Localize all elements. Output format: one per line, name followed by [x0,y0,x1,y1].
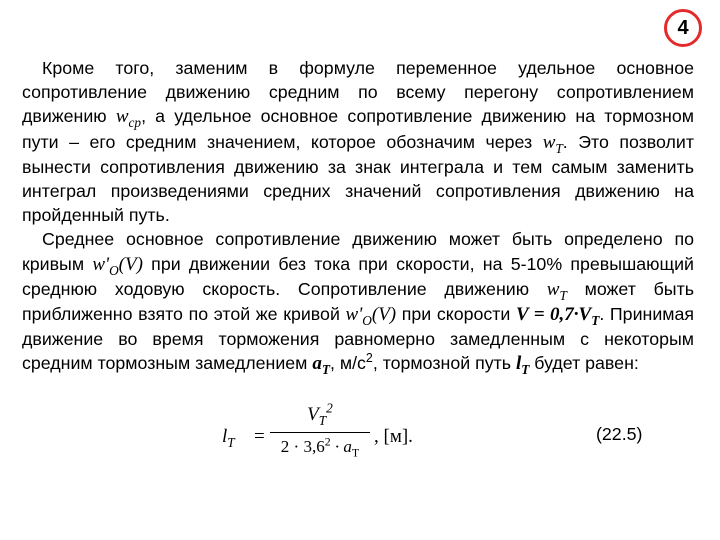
l-t-symbol: $l_Т$ [515,353,530,378]
w0-symbol: $w'_O(V)$ [92,253,143,278]
formula-lhs: $l_T$ [222,426,235,450]
p2-text-2: при движении без тока при скорости, на 5-10% превышающий среднюю ходовую скорость. Сопротивление движению [22,253,694,299]
w-sr-symbol: $w_{ср}$ [115,106,142,131]
p2-text-3: может быть приближенно взято по этой же кривой [22,278,694,325]
formula-numerator: $V_T^2$ [307,400,333,428]
paragraph-1 [22,56,694,227]
p2-text-4: при скорости [396,304,516,325]
p1-text-2: , а удельное основное сопротивление движению на тормозном пути – его средним значением, которое обозначим через [22,106,694,152]
w-t-symbol: $w_Т$ [542,131,563,156]
slide-number-badge: 4 [664,9,702,47]
p2-text-7: будет равен: [529,353,639,374]
equation-number: (22.5) [596,424,643,444]
a-t-symbol: $a_Т$ [312,353,330,378]
paragraph-2 [22,227,694,376]
p2-text-1: Среднее основное сопротивление движению может быть определено по кривым [22,229,694,274]
speed-expression: $V = 0,7\cdot V_Т$ [515,304,600,328]
w-t-symbol-2: $w_Т$ [546,278,567,303]
formula-unit: , [м]. [374,426,413,447]
unit-text: , $м/с^2$ [329,351,373,374]
p1-text-3: . Это позволит вынести сопротивления движению за знак интеграла и тем самым заменить интеграл произведениями средних значений сопротивления движению на пройденный путь. [22,131,695,226]
formula-fraction [270,400,370,460]
body-text [22,56,694,377]
p2-text-5: . Принимая движение во время торможения равномерно замедленным с некоторым средним тормозным замедлением [22,304,694,374]
w0-symbol-2: $w'_O(V)$ [345,304,397,328]
formula-equals: = [254,426,265,447]
p2-text-6: , тормозной путь [372,353,516,374]
p1-text-1: Кроме того, заменим в формуле переменное удельное основное сопротивление движению средним по всему перегону сопротивлением движению [22,58,694,127]
formula-denominator: $2 \cdot 3,6^2 \cdot a_T$ [280,434,360,460]
